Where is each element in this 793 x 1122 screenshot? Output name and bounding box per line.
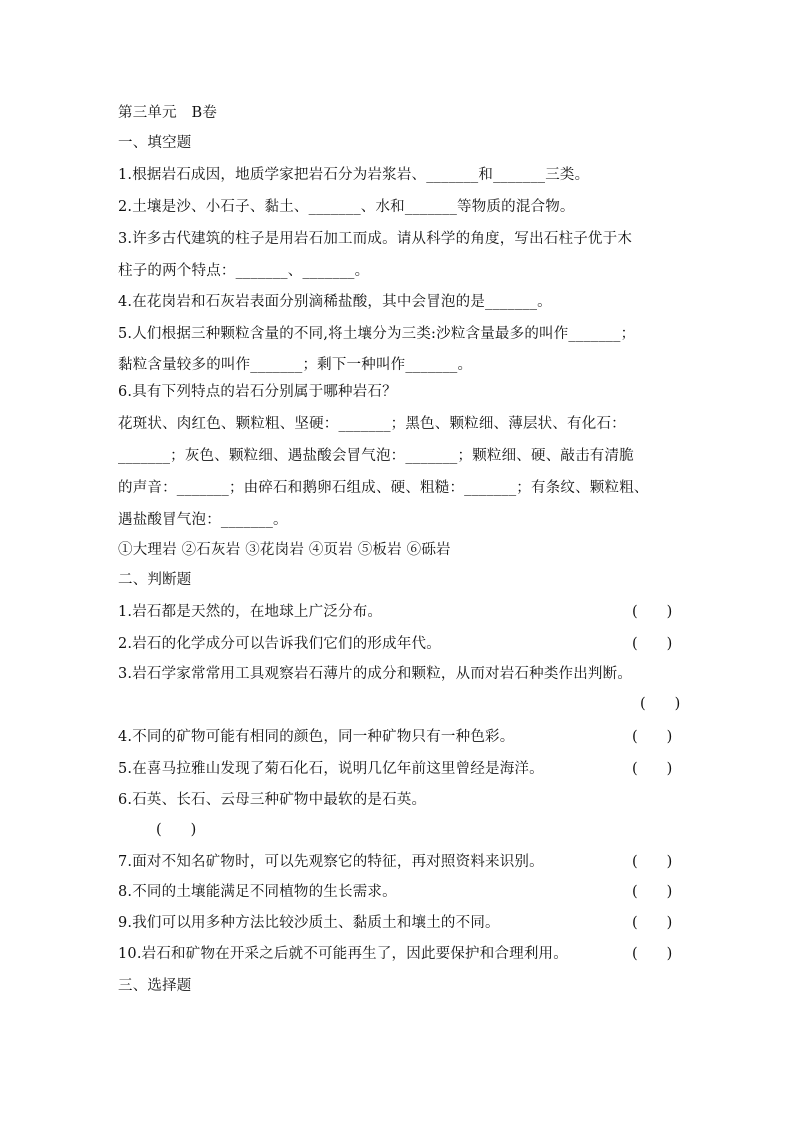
section-heading-multiple-choice: 三、选择题 — [118, 978, 192, 994]
question-6-line-5: 遇盐酸冒气泡：_______。 — [118, 512, 288, 528]
judge-item-7: 7.面对不知名矿物时，可以先观察它的特征，再对照资料来识别。 — [118, 854, 544, 870]
section-heading-true-false: 二、判断题 — [118, 572, 192, 588]
answer-parentheses[interactable]: ( ) — [632, 884, 673, 900]
question-3-line-2: 柱子的两个特点：_______、_______。 — [118, 263, 370, 279]
question-2: 2.土壤是沙、小石子、黏土、_______、水和_______等物质的混合物。 — [118, 199, 575, 215]
question-6-options: ①大理岩 ②石灰岩 ③花岗岩 ④页岩 ⑤板岩 ⑥砾岩 — [118, 542, 451, 558]
question-5-line-2: 黏粒含量较多的叫作_______；剩下一种叫作_______。 — [118, 357, 473, 373]
answer-parentheses[interactable]: ( ) — [156, 822, 197, 838]
question-4: 4.在花岗岩和石灰岩表面分别滴稀盐酸，其中会冒泡的是_______。 — [118, 294, 552, 310]
answer-parentheses[interactable]: ( ) — [632, 729, 673, 745]
question-3-line-1: 3.许多古代建筑的柱子是用岩石加工而成。请从科学的角度，写出石柱子优于木 — [118, 231, 633, 247]
answer-parentheses[interactable]: ( ) — [632, 604, 673, 620]
question-6-line-2: 花斑状、肉红色、颗粒粗、坚硬：_______；黑色、颗粒细、薄层状、有化石： — [118, 416, 626, 432]
section-heading-fill-blank: 一、填空题 — [118, 135, 192, 151]
judge-item-3: 3.岩石学家常常用工具观察岩石薄片的成分和颗粒，从而对岩石种类作出判断。 — [118, 666, 633, 682]
question-6-line-1: 6.具有下列特点的岩石分别属于哪种岩石？ — [118, 384, 397, 400]
question-1: 1.根据岩石成因，地质学家把岩石分为岩浆岩、_______和_______三类。 — [118, 167, 590, 183]
unit-title: 第三单元 B卷 — [118, 105, 218, 121]
judge-item-4: 4.不同的矿物可能有相同的颜色，同一种矿物只有一种色彩。 — [118, 729, 515, 745]
answer-parentheses[interactable]: ( ) — [632, 636, 673, 652]
answer-parentheses[interactable]: ( ) — [632, 946, 673, 962]
judge-item-1: 1.岩石都是天然的，在地球上广泛分布。 — [118, 604, 383, 620]
judge-item-6: 6.石英、长石、云母三种矿物中最软的是石英。 — [118, 792, 427, 808]
judge-item-8: 8.不同的土壤能满足不同植物的生长需求。 — [118, 884, 397, 900]
question-6-line-4: 的声音：_______；由碎石和鹅卵石组成、硬、粗糙：_______；有条纹、颗粒粗、 — [118, 480, 649, 496]
judge-item-5: 5.在喜马拉雅山发现了菊石化石，说明几亿年前这里曾经是海洋。 — [118, 761, 544, 777]
answer-parentheses[interactable]: ( ) — [640, 696, 681, 712]
judge-item-2: 2.岩石的化学成分可以告诉我们它们的形成年代。 — [118, 636, 441, 652]
judge-item-9: 9.我们可以用多种方法比较沙质土、黏质土和壤土的不同。 — [118, 915, 500, 931]
answer-parentheses[interactable]: ( ) — [632, 854, 673, 870]
answer-parentheses[interactable]: ( ) — [632, 761, 673, 777]
judge-item-10: 10.岩石和矿物在开采之后就不可能再生了，因此要保护和合理利用。 — [118, 946, 568, 962]
question-5-line-1: 5.人们根据三种颗粒含量的不同,将土壤分为三类:沙粒含量最多的叫作_______； — [118, 326, 636, 342]
answer-parentheses[interactable]: ( ) — [632, 915, 673, 931]
question-6-line-3: _______；灰色、颗粒细、遇盐酸会冒气泡：_______；颗粒细、硬、敲击有清脆 — [118, 448, 634, 464]
